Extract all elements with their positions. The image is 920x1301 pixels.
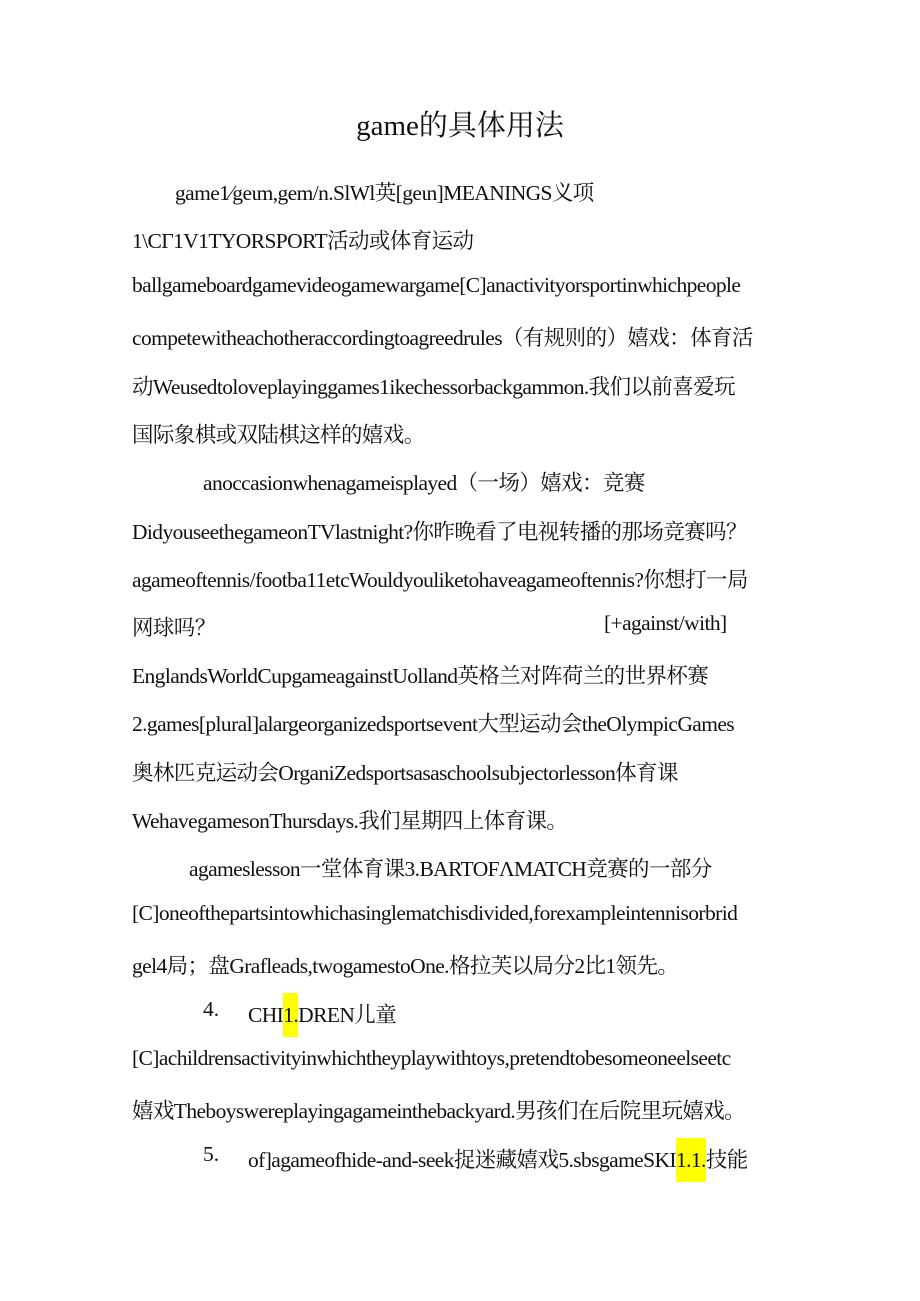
text-line: competewitheachotheraccordingtoagreedrules（有规则的）嬉戏：体育活 (132, 326, 753, 350)
text-line: 1\CΓ1V1TYORSPORT活动或体育运动 (132, 229, 474, 253)
document-title: game的具体用法 (356, 110, 564, 142)
text-segment: CHI (248, 1002, 284, 1027)
text-segment: 技能 (705, 1147, 748, 1172)
text-line: 2.games[plural]alargeorganizedsportsevent大型运动会theOlympicGames (132, 712, 735, 736)
text-line: game1∕geιm,gem/n.SlWl英[geιn]MEANINGS义项 (175, 181, 594, 205)
text-line: 国际象棋或双陆棋这样的嬉戏。 (132, 423, 425, 447)
list-item-text (248, 997, 396, 1037)
text-line: WehavegamesonThursdays.我们星期四上体育课。 (132, 809, 568, 833)
list-number: 5. (203, 1142, 220, 1166)
list-item-text (248, 1142, 748, 1182)
list-number: 4. (203, 997, 220, 1021)
text-segment: DREN儿童 (298, 1002, 397, 1027)
text-line: ballgameboardgamevideogamewargame[C]anactivityorsportinwhichpeople (132, 273, 741, 297)
highlighted-text: 1. (283, 993, 298, 1037)
text-line: gel4局；盘Grafleads,twogamestoOne.格拉芙以局分2比1领先。 (132, 954, 679, 978)
text-line: [C]achildrensactivityinwhichtheyplaywithtoys,pretendtobesomeoneelseetc (132, 1046, 731, 1070)
text-line: 网球吗？ (132, 616, 216, 640)
highlighted-text: 1.1. (676, 1138, 706, 1182)
text-segment: of]agameofhide-and-seek捉迷藏嬉戏5.sbsgameSKI (248, 1147, 676, 1172)
text-line: agameoftennis/footba11etcWouldyouliketohaveagameoftennis?你想打一局 (132, 568, 748, 592)
text-line: anoccasionwhenagameisplayed（一场）嬉戏：竞赛 (203, 471, 645, 495)
text-line: DidyouseethegameonTVlastnight?你昨晚看了电视转播的那场竞赛吗？ (132, 520, 747, 544)
text-line: 动Weusedtoloveplayinggames1ikechessorbackgammon.我们以前喜爱玩 (132, 375, 735, 399)
text-line: 嬉戏Theboyswereplayingagameinthebackyard.男孩们在后院里玩嬉戏。 (132, 1099, 746, 1123)
text-line: agameslesson一堂体育课3.BARTOFΛMATCH竞赛的一部分 (189, 857, 712, 881)
text-line: EnglandsWorldCupgameagainstUolland英格兰对阵荷兰的世界杯赛 (132, 664, 709, 688)
text-line: [+against/with] (604, 611, 727, 635)
text-line: 奥林匹克运动会OrganiZedsportsasaschoolsubjectorlesson体育课 (132, 761, 678, 785)
text-line: [C]oneofthepartsintowhichasinglematchisdivided,forexampleintennisorbrid (132, 901, 738, 925)
